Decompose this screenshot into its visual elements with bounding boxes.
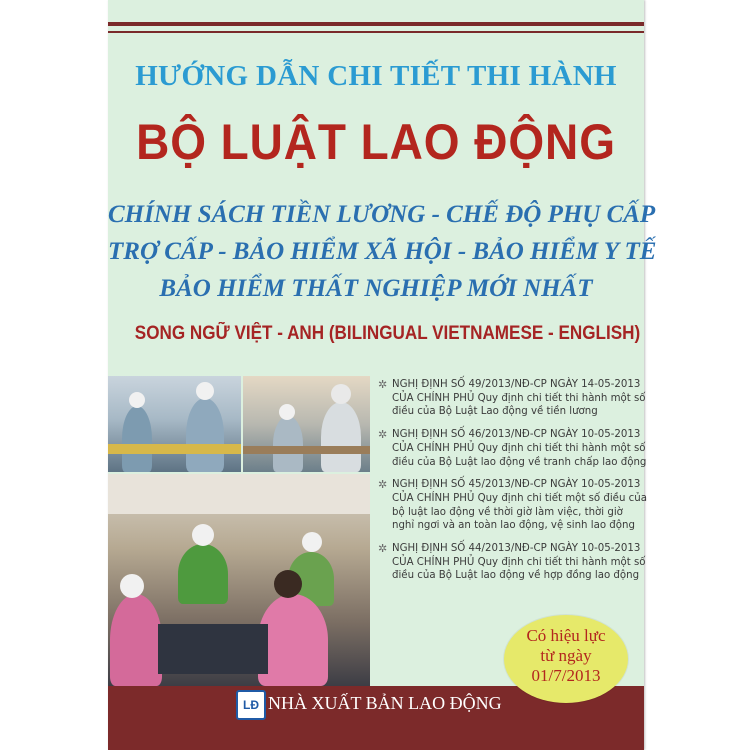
factory-photo xyxy=(108,376,241,472)
star-bullet-icon: ✲ xyxy=(378,542,388,556)
publisher-logo-icon: LĐ xyxy=(236,690,266,720)
publisher-name: NHÀ XUẤT BẢN LAO ĐỘNG xyxy=(268,693,502,713)
photo-collage xyxy=(108,376,370,686)
factory-photo xyxy=(108,474,370,686)
top-rule-thin xyxy=(108,31,644,33)
star-bullet-icon: ✲ xyxy=(378,378,388,391)
decree-item: ✲ NGHỊ ĐỊNH SỐ 46/2013/NĐ-CP NGÀY 10-05-2013 CỦA CHÍNH PHỦ Quy định chi tiết thi hành một số điều của Bộ Luật lao động về tranh chấp lao động xyxy=(378,428,647,468)
decree-list xyxy=(378,378,647,592)
decree-item: ✲ NGHỊ ĐỊNH SỐ 49/2013/NĐ-CP NGÀY 14-05-2013 CỦA CHÍNH PHỦ Quy định chi tiết thi hành một số điều của Bộ Luật Lao động về tiền lương xyxy=(378,378,646,418)
star-bullet-icon: ✲ xyxy=(378,428,388,442)
bilingual-label: SONG NGỮ VIỆT - ANH (BILINGUAL VIETNAMESE - ENGLISH) xyxy=(134,323,641,344)
decree-item: ✲ NGHỊ ĐỊNH SỐ 45/2013/NĐ-CP NGÀY 10-05-2013 CỦA CHÍNH PHỦ Quy định chi tiết một số điều của bộ luật lao động về thời giờ làm việc, thời giờ nghỉ ngơi và an toàn lao động, vệ sinh lao động xyxy=(378,478,647,532)
decree-item: ✲ NGHỊ ĐỊNH SỐ 44/2013/NĐ-CP NGÀY 10-05-2013 CỦA CHÍNH PHỦ Quy định chi tiết thi hành một số điều của Bộ Luật lao động về hợp đồng lao động xyxy=(378,542,646,582)
cover-subtitle-line: BẢO HIỂM THẤT NGHIỆP MỚI NHẤT xyxy=(159,275,593,302)
star-bullet-icon: ✲ xyxy=(378,478,388,492)
effective-date-badge: Có hiệu lực từ ngày 01/7/2013 xyxy=(504,615,628,703)
cover-subtitle-line: TRỢ CẤP - BẢO HIỂM XÃ HỘI - BẢO HIỂM Y TẾ xyxy=(108,238,657,265)
top-rule xyxy=(108,22,644,26)
cover-subtitle-line: CHÍNH SÁCH TIỀN LƯƠNG - CHẾ ĐỘ PHỤ CẤP xyxy=(108,201,656,228)
book-cover xyxy=(108,0,657,750)
factory-photo xyxy=(243,376,370,472)
cover-title: BỘ LUẬT LAO ĐỘNG xyxy=(136,114,616,170)
cover-kicker: HƯỚNG DẪN CHI TIẾT THI HÀNH xyxy=(135,60,617,92)
